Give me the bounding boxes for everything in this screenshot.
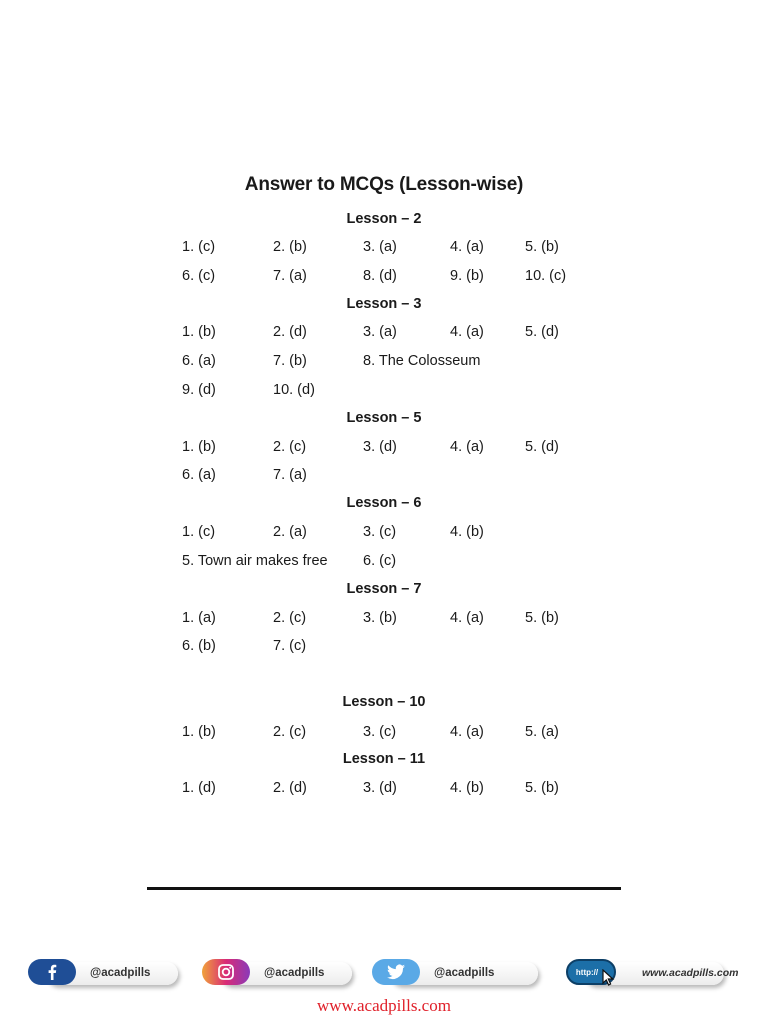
website-link[interactable] (566, 956, 739, 988)
website-badge-text: http:// (575, 967, 599, 977)
facebook-icon (28, 959, 76, 985)
answer-item: 1. (b) (182, 439, 216, 455)
answer-item: 1. (a) (182, 610, 216, 626)
answer-item: 3. (a) (363, 239, 397, 255)
answer-item: 5. Town air makes free (182, 553, 328, 569)
answer-item: 2. (a) (273, 524, 307, 540)
answer-item: 4. (a) (450, 239, 484, 255)
footer-divider (147, 887, 621, 890)
answer-item: 4. (a) (450, 439, 484, 455)
answer-item: 6. (c) (182, 268, 216, 284)
facebook-link[interactable] (28, 956, 178, 988)
answer-item: 3. (d) (363, 780, 397, 796)
answer-item: 1. (c) (182, 524, 216, 540)
cursor-icon (602, 969, 616, 987)
answer-item: 6. (a) (182, 353, 216, 369)
answer-item: 4. (b) (450, 524, 484, 540)
answer-item: 5. (b) (525, 239, 559, 255)
answer-item: 5. (b) (525, 780, 559, 796)
answer-item: 8. The Colosseum (363, 353, 481, 369)
answer-item: 10. (c) (525, 268, 567, 284)
answer-item: 3. (b) (363, 610, 397, 626)
answer-item: 1. (c) (182, 239, 216, 255)
lesson-2-heading: Lesson – 2 (346, 211, 422, 227)
lesson-7-heading: Lesson – 7 (346, 581, 422, 597)
twitter-link[interactable] (372, 956, 542, 988)
answer-item: 3. (c) (363, 724, 397, 740)
lesson-5-heading: Lesson – 5 (346, 410, 422, 426)
answer-item: 9. (b) (450, 268, 484, 284)
answer-item: 3. (a) (363, 324, 397, 340)
instagram-link[interactable] (202, 956, 352, 988)
lesson-10-heading: Lesson – 10 (342, 694, 426, 710)
web-cursor-icon (566, 959, 616, 985)
answer-item: 4. (b) (450, 780, 484, 796)
instagram-handle: @acadpills (220, 962, 352, 985)
answer-item: 3. (c) (363, 524, 397, 540)
page-title: Answer to MCQs (Lesson-wise) (244, 174, 524, 195)
answer-item: 2. (c) (273, 610, 307, 626)
answer-item: 7. (a) (273, 268, 307, 284)
instagram-icon (202, 959, 250, 985)
answer-item: 2. (c) (273, 439, 307, 455)
answer-item: 7. (a) (273, 467, 307, 483)
answer-item: 4. (a) (450, 610, 484, 626)
twitter-handle: @acadpills (390, 962, 538, 985)
answer-item: 5. (d) (525, 439, 559, 455)
answer-item: 1. (d) (182, 780, 216, 796)
answer-item: 4. (a) (450, 724, 484, 740)
answer-item: 5. (a) (525, 724, 559, 740)
answer-item: 2. (d) (273, 780, 307, 796)
answer-item: 5. (b) (525, 610, 559, 626)
answer-item: 6. (c) (363, 553, 397, 569)
answer-item: 4. (a) (450, 324, 484, 340)
answer-item: 2. (b) (273, 239, 307, 255)
answer-item: 7. (c) (273, 638, 307, 654)
lesson-3-heading: Lesson – 3 (346, 296, 422, 312)
answer-item: 2. (d) (273, 324, 307, 340)
answer-item: 5. (d) (525, 324, 559, 340)
answer-item: 1. (b) (182, 724, 216, 740)
facebook-handle: @acadpills (46, 962, 178, 985)
answer-item: 8. (d) (363, 268, 397, 284)
website-url-text: www.acadpills.com (584, 962, 724, 985)
lesson-6-heading: Lesson – 6 (346, 495, 422, 511)
answer-item: 1. (b) (182, 324, 216, 340)
answer-item: 7. (b) (273, 353, 307, 369)
site-url[interactable]: www.acadpills.com (317, 996, 451, 1015)
answer-item: 6. (a) (182, 467, 216, 483)
answer-item: 10. (d) (273, 382, 315, 398)
answer-item: 3. (d) (363, 439, 397, 455)
twitter-icon (372, 959, 420, 985)
answer-item: 2. (c) (273, 724, 307, 740)
answer-item: 6. (b) (182, 638, 216, 654)
answer-item: 9. (d) (182, 382, 216, 398)
lesson-11-heading: Lesson – 11 (342, 751, 426, 767)
